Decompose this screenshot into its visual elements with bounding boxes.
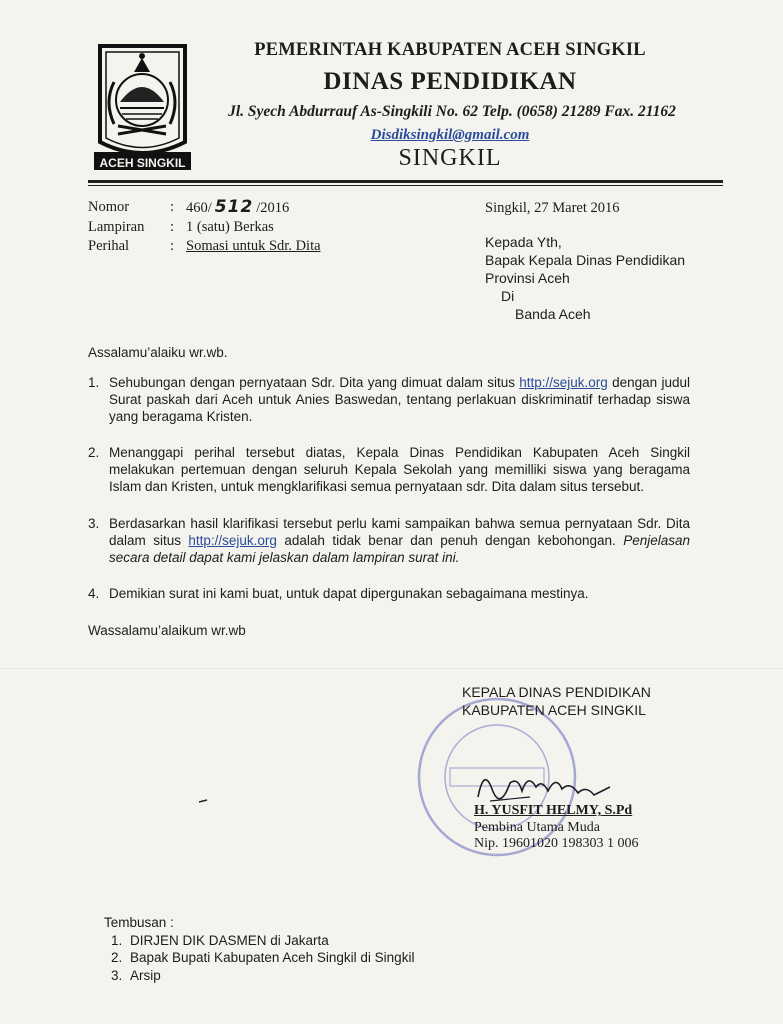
nomor-suffix: /2016 [256,200,290,216]
perihal-value: Somasi untuk Sdr. Dita [186,238,321,254]
perihal-row [88,237,321,256]
item-text-italic: Penjelasan secara detail dapat kami jelaskan dalam lampiran surat ini. [109,533,690,565]
regency-logo [90,42,195,172]
item-number: 4. [88,586,100,601]
colon: : [170,199,175,215]
signatory-name: H. YUSFIT HELMY, S.Pd [474,803,633,818]
recipient-block [485,233,685,323]
nomor-label: Nomor [88,199,130,215]
perihal-label: Perihal [88,238,130,254]
nomor-value [186,198,321,218]
nomor-row [88,198,321,218]
lampiran-label: Lampiran [88,219,145,235]
recipient-line: Provinsi Aceh [485,270,570,286]
recipient-line: Banda Aceh [515,306,591,322]
letterhead-department: DINAS PENDIDIKAN [323,68,577,95]
letterhead-address: Jl. Syech Abdurrauf As-Singkili No. 62 Telp. (0658) 21289 Fax. 21162 [228,103,676,120]
recipient-line: Di [501,288,515,304]
ink-mark [198,790,208,794]
signatory-nip: Nip. 19601020 198303 1 006 [474,836,639,851]
tembusan-label: Tembusan : [104,915,174,930]
closing: Wassalamu’alaikum wr.wb [88,623,246,638]
sejuk-link[interactable]: http://sejuk.org [188,533,277,548]
list-item [88,515,690,566]
letterhead-divider-thick [88,180,723,183]
signature-scribble-icon [470,757,620,807]
item-number: 1. [88,375,100,390]
tembusan-item: 1. DIRJEN DIK DASMEN di Jakarta [126,932,414,950]
list-item [88,444,690,495]
letterhead-city: SINGKIL [398,145,502,171]
signatory-rank: Pembina Utama Muda [474,820,600,835]
item-text [109,515,690,566]
signature-title-line: KABUPATEN ACEH SINGKIL [462,702,646,718]
colon: : [170,219,175,235]
item-text [109,374,690,425]
colon: : [170,238,175,254]
tembusan-block [104,914,414,984]
recipient-line: Bapak Kepala Dinas Pendidikan [485,252,686,268]
letterhead-email-link[interactable]: Disdiksingkil@gmail.com [370,127,530,143]
signature-title [462,683,651,719]
tembusan-list [104,932,414,985]
list-item [88,374,690,425]
aceh-singkil-emblem-icon [90,42,195,172]
nomor-handwritten: 512 [214,197,254,217]
sejuk-link[interactable]: http://sejuk.org [519,375,608,390]
signature-title-line: KEPALA DINAS PENDIDIKAN [462,684,651,700]
item-text: Menanggapi perihal tersebut diatas, Kepala Dinas Pendidikan Kabupaten Aceh Singkil melakukan pertemuan dengan seluruh Kepala Sekolah yang memilliki siswa yang beragama Islam dan Kristen, untuk mengklarifikasi semua pernyataan sdr. Dita dalam situs tersebut. [109,445,690,494]
reference-block [88,198,321,256]
item-text-segment: Berdasarkan hasil klarifikasi tersebut perlu kami sampaikan bahwa semua pernyataan Sdr. Dita dalam situs [109,516,690,548]
paper-fold-line [0,668,783,669]
lampiran-row [88,218,321,237]
lampiran-value: 1 (satu) Berkas [186,219,274,235]
letter-date: Singkil, 27 Maret 2016 [485,200,620,216]
recipient-line: Kepada Yth, [485,234,562,250]
greeting: Assalamu’alaiku wr.wb. [88,345,228,360]
list-item [88,585,690,602]
item-number: 2. [88,445,100,460]
item-text-segment: Sehubungan dengan pernyataan Sdr. Dita yang dimuat dalam situs [109,375,520,390]
item-text: Demikian surat ini kami buat, untuk dapat dipergunakan sebagaimana mestinya. [109,586,589,601]
tembusan-item: 3. Arsip [126,967,414,985]
nomor-prefix: 460/ [186,200,212,216]
tembusan-item: 2. Bapak Bupati Kabupaten Aceh Singkil di Singkil [126,949,414,967]
item-text-segment: dengan judul Surat paskah dari Aceh untuk Anies Baswedan, tentang perlakuan diskriminatif terhadap siswa yang beragama Kristen. [109,375,690,424]
logo-caption: ACEH SINGKIL [99,156,186,170]
letterhead-government: PEMERINTAH KABUPATEN ACEH SINGKIL [254,40,646,60]
item-text-segment: adalah tidak benar dan penuh dengan kebohongan. [276,533,616,548]
handwritten-signature [470,757,620,807]
item-number: 3. [88,516,100,531]
letterhead-divider-thin [88,185,723,186]
